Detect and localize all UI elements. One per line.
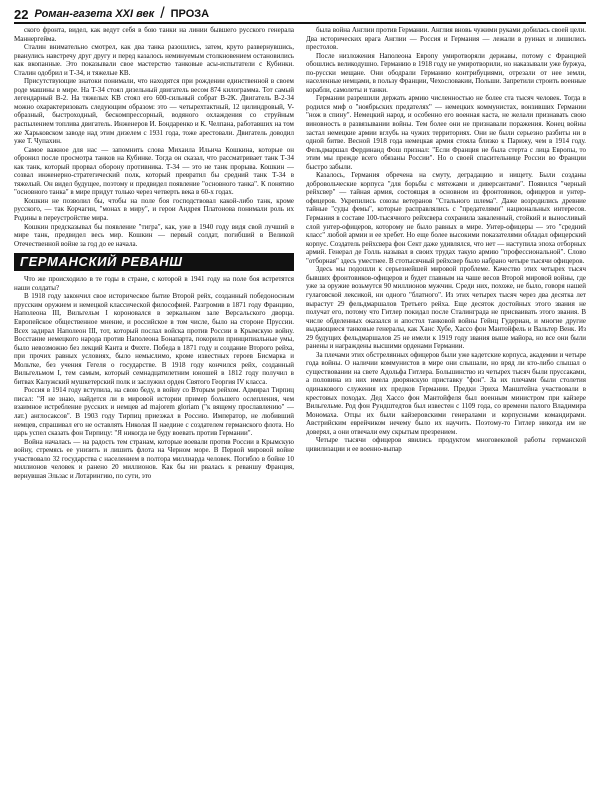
section-separator: / bbox=[160, 5, 165, 22]
page-header bbox=[14, 6, 586, 24]
paragraph: После низложения Наполеона Европу умиротворяли державы, потому с Францией обошлись великодушно. Германию в 1918 году не умиротворили, но наказывали уже буржуа, по-русски мещане. Они ободрали Германию контрибуциями, отрезали от нее земли, населенные немцами, в пользу Франции, Чехословакии, Польши. Запретили строить военные корабли, самолеты и танки. bbox=[306, 51, 586, 94]
paragraph: Присутствующие знатоки понимали, что находятся при рождении единственной в своем роде машины в мире. На Т-34 стоял дизельный двигатель весом 874 килограмма. Тот самый легендарный В-2. На тяжелых КВ стоял его 600-сильный собрат В-2К. Двигатель В-2-34 можно охарактеризовать следующим образом: это — четырехтактный, 12 цилиндровый, V-образный, быстроходный, бескомпрессорный, водяного охлаждения со струйным распылением топлива двигатель. Инженеров И. Бондаренко и К. Челпана, работавших на том же Харьковском заводе над этим дизелем с 1931 года, тоже арестовали. Двигатель доводил уже Т. Чупахин. bbox=[14, 77, 294, 146]
paragraph: Кошкин не позволил бы, чтобы на поле боя господствовал какой-либо танк, кроме русского, — так Корчагин, "монах в миру", и герои Андрея Платонова понимали роль их Родины в переустройстве мира. bbox=[14, 196, 294, 223]
section-heading-text: ГЕРМАНСКИЙ РЕВАНШ bbox=[20, 253, 183, 269]
paragraph: Самое важное для нас — запомнить слова Михаила Ильича Кошкина, которые он обронил после просмотра танков на Кубинке. Тогда он сказал, что рассматривает танк Т-34 как танк, который прорвал оборону противника. Т-34 — это не танк прорыва. Кошкин — созвал инженерно-стратегический полк, который превратил бы средний танк Т-34 в тяжелый. Он видел будущее, поэтому и предвидел появление "основного танка". К понятию "основного танка" в мире придут только через четверть века в 60-х годах. bbox=[14, 145, 294, 197]
paragraph: Война началась — на радость тем странам, которые воевали против России в Крымскую войну, стремясь ее унизить и лишить флота на Черном море. В Первой мировой войне участвовало 32 государства с населением в полтора миллиарда человек. Погибло в бойне 10 миллионов человек и ранено 20 миллионов. Как бы ни рвалась к реваншу Франция, вернувшая Эльзас и Лотарингию, по сути, это bbox=[14, 437, 294, 480]
left-column bbox=[14, 26, 294, 794]
section-heading bbox=[14, 253, 294, 271]
paragraph: Сталин внимательно смотрел, как два танка разошлись, затем, круто развернувшись, рванулись навстречу друг другу и перед казалось неминуемым столкновением остановились как вкопанные. Это показывали свое мастерство танковые асы-испытатели с Кубинки. Сталин одобрил и Т-34, и тяжелые КВ. bbox=[14, 43, 294, 77]
magazine-title: Роман-газета XXI век bbox=[34, 8, 155, 20]
paragraph: Что же происходило в те годы в стране, с которой в 1941 году на поле боя встретятся наши солдаты? bbox=[14, 275, 294, 292]
paragraph: Кошкин предсказывал бы появление "тигра", как, уже в 1940 году видя свой лучший в мире танк, предвидел весь мир. Кошкин — первый солдат, погибший в Великой Отечественной войне за год до ее начала. bbox=[14, 222, 294, 248]
paragraph: Казалось, Германия обречена на смуту, деградацию и нищету. Были созданы добровольческие корпуса "для борьбы с мятежами и диверсантами". Появился "черный рейхсвер" — тайная армия, состоящая в основном из фронтовиков, офицеров и унтер-офицеров. Укрепились союзы ветеранов "Стального шлема". Даже возродились древние тайные "суды фемы", которые расправлялись с "предателями" национальных интересов. Германия в составе 100-тысячного рейхсвера сохранила закаленный, стойкий и выносливый слой унтер-офицеров, которому не было равных в мире. Унтер-офицеры — это "средний класс" любой армии и ее хребет. Но еще более высокими показателями обладал офицерский корпус. Создатель рейхсвера фон Сект даже удивлялся, что нет — наступила эпоха отборных армий. Генерал де Голль называл в своих трудах такую армию "профессиональной". Слово "отборная" здесь уместнее. В стотысячный рейхсвер было набрано четыре тысячи офицеров. bbox=[306, 171, 586, 265]
page-number: 22 bbox=[14, 6, 29, 22]
paragraph: В 1918 году закончил свое историческое бытие Второй рейх, созданный победоносным прусским оружием и немецкой классической философией. Разгромив в 1871 году Францию, Наполеона III, Вильгельм I короновался в зеркальном зале Версальского дворца. Европейское общественное мнение, и российское в том числе, было на стороне Пруссии. Всех задирал Наполеон III, тот, который послал войска против России в Крымскую войну. Восстание немецкого народа против Наполеона Бонапарта, покорили принципиальные умы, было невозможно без лекций Канта и Фихте. Победа в 1871 году и создание Второго рейха, при прочих равных условиях, было немыслимо, кроме известных героев Бисмарка и Мольтке, без учения Гегеля о государстве. В 1918 году кончился рейх, созданный Вильгельмом I, тем самым, который семнадцатилетним юношей в 1812 году получил в битвах Калужский мушкетерский полк и заслужил орден Святого Георгия IV класса. bbox=[14, 292, 294, 386]
paragraph: Здесь мы подошли к серьезнейшей мировой проблеме. Качество этих четырех тысяч бывших фронтовиков-офицеров и будет главным на чаше весов Второй мировой войны, где уже за оружие возьмутся 90 миллионов мужчин. Среди них, похоже, не было, говоря нашей гулаговской лексикой, ни одного "блатного". Из этих четырех тысяч через два десятка лет вырастут 29 фельдмаршалов Третьего рейха. Еще десяток достойных этого звания не получат его, потому что Гитлер покидал после Сталинграда не присваивать этого звания. В числе обделенных оказался и апостол танковой войны Гейнц Гудериан, и многие другие выдающиеся танковые генералы, как Ханс Хубе, Хассо фон Мантойфель и Вальтер Венк. Из 29 будущих фельдмаршалов 25 не имели к 1919 году звания выше майора, но все они были ранены и награждены высшими орденами Германии. bbox=[306, 265, 586, 351]
right-column bbox=[306, 26, 586, 794]
paragraph: Германии разрешили держать армию численностью не более ста тысяч человек. Тогда в родился миф о "ноябрьских предателях" — немецких коммунистах, вонзивших Германии "нож в спину". Немецкий народ, и особенно его военная каста, не желали признавать свою виновность в развязывании войны. Тем более они не признавали поражения. Конец войны застал немецкие армии вглубь на чужих территориях. Они не были серьезно разбиты ни в одной битве. Весной 1918 года немецкая армия стояла близко к Парижу, чем в 1914 году. Фельдмаршал Фердинанд Фош признал: "Если Франция не была стерта с лица Европы, то этим мы прежде всего обязаны России". Но о своей спасительнице России во Франции быстро забыли. bbox=[306, 94, 586, 171]
section-label: ПРОЗА bbox=[170, 8, 210, 20]
paragraph: ского фронта, видел, как ведут себя в бою танки на линии бывшего русского генерала Маннергейма. bbox=[14, 26, 294, 43]
paragraph: Четыре тысячи офицеров явились продуктом многовековой работы германской цивилизации и ее военно-выпар bbox=[306, 436, 586, 453]
paragraph: Россия в 1914 году вступила, на свою беду, в войну со Вторым рейхом. Адмирал Тирпиц писал: "Я не знаю, найдется ли в мировой истории пример большего ослепления, чем взаимное истребление русских и немцев ad majorem gloriam ("к вящему прославлению" — лат.) англосаксов". В 1903 году Тирпиц приезжал в Россию. Император, не любивший немцев, спрашивал его не оставлять Николая II наедине с создателем германского флота. Но царь успел сказать фон Тирпицу: "Я никогда не буду воевать против Германии". bbox=[14, 386, 294, 438]
paragraph: была война Англии против Германии. Англия вновь чужими руками добилась своей цели. Два исторических врага Англии — Россия и Германия — лежали в руинах и лишились престолов. bbox=[306, 26, 586, 52]
paragraph: За плечами этих обстрелянных офицеров были уже кадетские корпуса, академии и четыре года войны. О наличии коммунистов в мире они слышали, но вряд ли кто-либо слышал о существовании на свете Адольфа Гитлера. Большинство из четырех тысяч были пруссаками, а половина из них имела дворянскую приставку "фон". За их плечами были столетия одинакового служения их предков Германии. Предки Эриха Манштейна участвовали в крестовых походах. Дед Хассо фон Мантойфеля был военным министром при кайзере Вильгельме. Род фон Рундштедтов был известен с 1109 года, со времени палого Владимира Мономаха. Отцы их были кайзеровскими генералами и корпусными командирами. Австрийским еврейчиком нечему было их научить. Поэтому-то Гитлер никогда им не доверял, а они отвечали ему скрытым презрением. bbox=[306, 350, 586, 436]
